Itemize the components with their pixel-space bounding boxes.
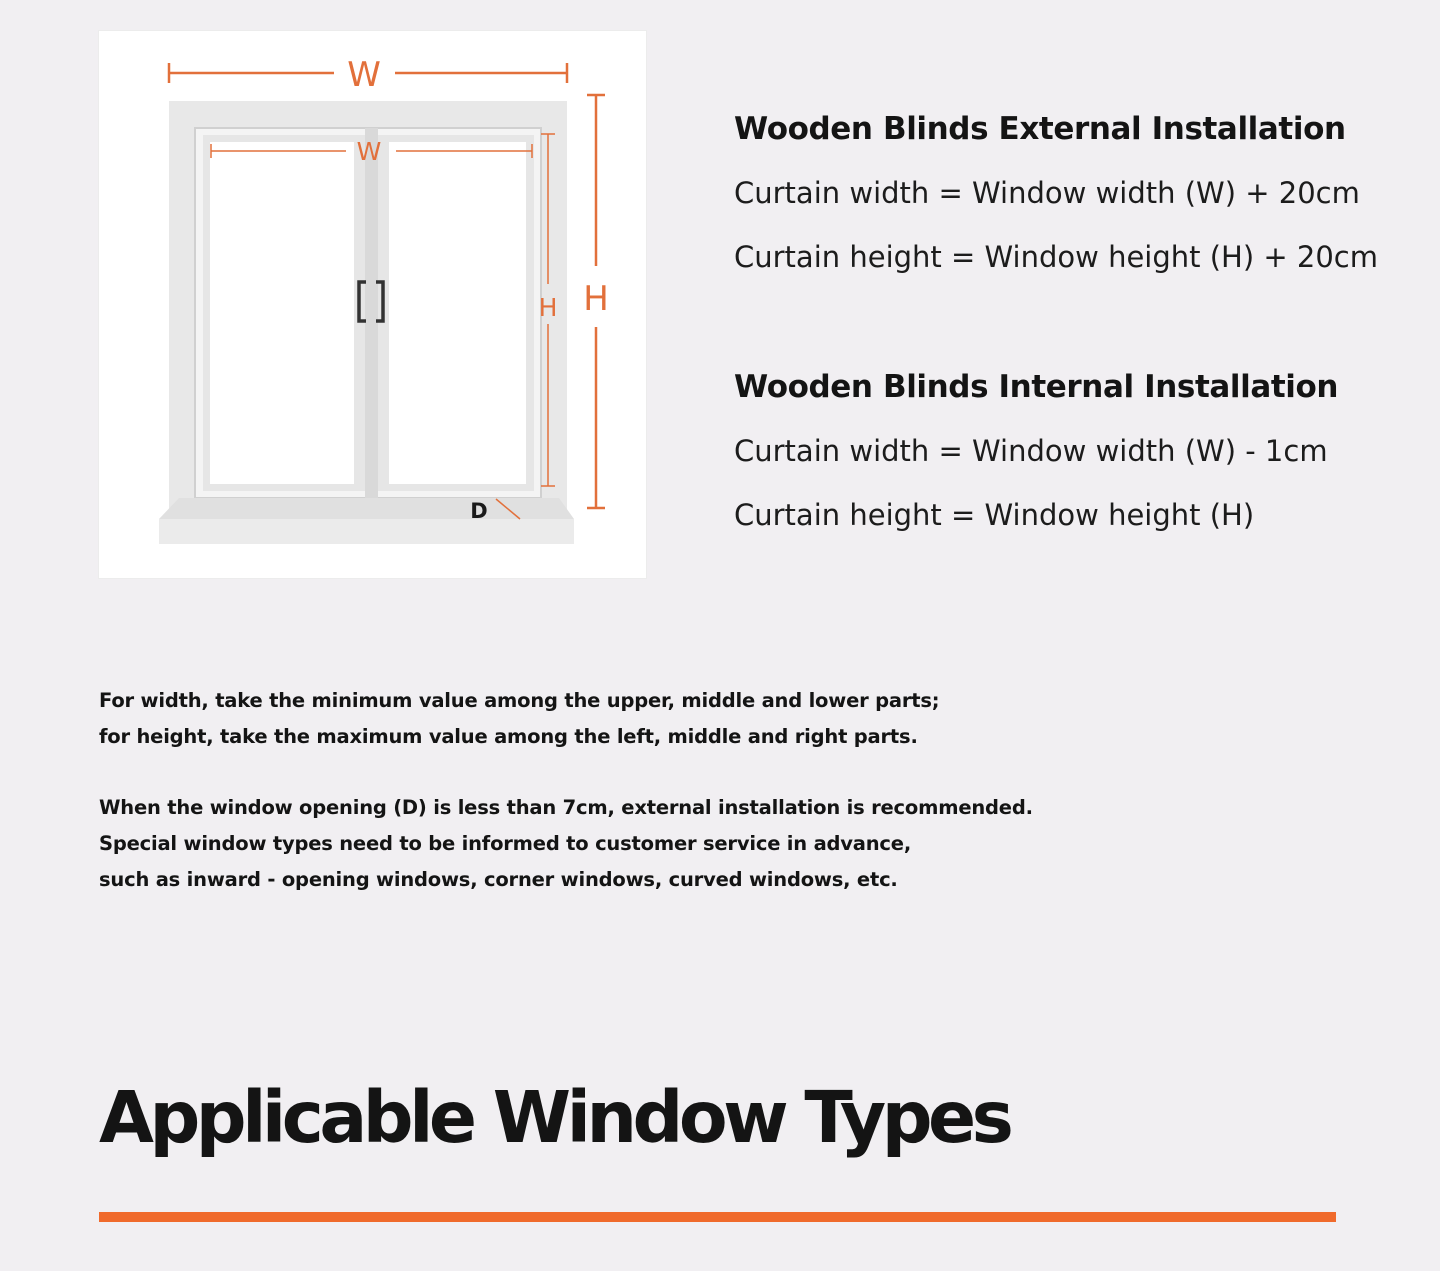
window-mullion	[365, 128, 378, 498]
opening-note-line: such as inward - opening windows, corner windows, curved windows, etc.	[99, 868, 898, 891]
external-height-formula: Curtain height = Window height (H) + 20cm	[734, 240, 1379, 274]
measurement-note-width: For width, take the minimum value among the upper, middle and lower parts;	[99, 689, 940, 712]
opening-note-line: Special window types need to be informed to customer service in advance,	[99, 832, 912, 855]
measurement-notes	[99, 683, 1099, 755]
window-measurement-diagram	[98, 30, 647, 579]
window-sill-top	[159, 498, 574, 519]
opening-notes	[99, 790, 1099, 898]
window-sill-front	[159, 519, 574, 544]
outer-height-label: H	[583, 279, 609, 319]
window-glass-right	[389, 142, 526, 484]
accent-divider	[99, 1212, 1336, 1222]
measurement-note-height: for height, take the maximum value among the left, middle and right parts.	[99, 725, 918, 748]
applicable-window-types-title: Applicable Window Types	[99, 1076, 1010, 1159]
inner-height-label: H	[538, 293, 558, 322]
internal-installation-section	[734, 369, 1414, 532]
external-installation-title: Wooden Blinds External Installation	[734, 111, 1346, 147]
opening-note-line: When the window opening (D) is less than 7cm, external installation is recommended.	[99, 796, 1033, 819]
internal-installation-title: Wooden Blinds Internal Installation	[734, 369, 1339, 405]
external-installation-section	[734, 111, 1414, 274]
depth-label: D	[470, 499, 488, 523]
window-glass-left	[210, 142, 354, 484]
external-width-formula: Curtain width = Window width (W) + 20cm	[734, 176, 1360, 210]
internal-height-formula: Curtain height = Window height (H)	[734, 498, 1255, 532]
outer-width-label: W	[347, 55, 381, 95]
window-diagram-svg	[99, 31, 648, 580]
inner-width-label: W	[356, 137, 382, 166]
internal-width-formula: Curtain width = Window width (W) - 1cm	[734, 434, 1328, 468]
